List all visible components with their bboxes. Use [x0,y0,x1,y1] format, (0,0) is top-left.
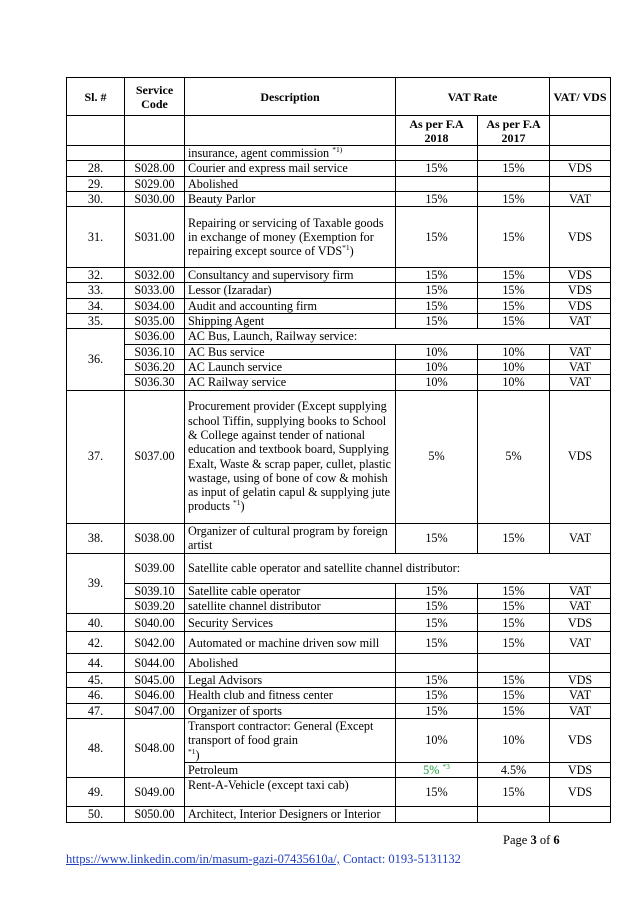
vat-vds-cell: VAT [550,688,611,703]
sl-cell: 49. [67,778,125,807]
description-cell: AC Bus service [185,344,396,359]
description-cell: Security Services [185,614,396,632]
description-cell: Procurement provider (Except supplying school Tiffin, supplying books to School & College against tender of national education and textbook board, Supplying Exalt, Waste & scrap paper, cullet, plastic wastage, using of bone of cow & mohish as input of gelatin capul & supplying jute products $^{*1}$) [185,390,396,523]
vat-vds-cell: VDS [550,763,611,778]
rate-2018-cell: 15% [396,688,478,703]
table-row [67,314,611,329]
vat-vds-cell: VDS [550,614,611,632]
table-row [67,688,611,703]
rate-2017-cell [478,146,550,161]
rate-2017-cell: 15% [478,778,550,807]
rate-2017-cell: 10% [478,719,550,763]
rate-2018-cell: 15% [396,191,478,206]
code-cell: S038.00 [125,523,185,553]
rate-2018-cell: 10% [396,359,478,374]
rate-2018-cell [396,654,478,673]
sl-cell [67,146,125,161]
code-cell: S048.00 [125,719,185,778]
table-header-row [67,78,611,116]
code-cell: S036.20 [125,359,185,374]
rate-2017-cell: 15% [478,314,550,329]
code-cell: S033.00 [125,283,185,298]
description-cell: Satellite cable operator [185,583,396,598]
description-cell: Lessor (Izaradar) [185,283,396,298]
rate-2018-cell [396,807,478,822]
vat-rate-header: VAT Rate [396,78,550,116]
rate-2018-cell: 15% [396,207,478,268]
vat-vds-cell: VAT [550,523,611,553]
table-row [67,632,611,654]
vat-vds-cell: VDS [550,719,611,763]
vat-vds-header: VAT/ VDS [550,78,611,116]
rate-2018-cell: 15% [396,632,478,654]
code-cell: S044.00 [125,654,185,673]
sl-cell: 50. [67,807,125,822]
rate-2017-cell: 10% [478,344,550,359]
vat-vds-cell: VDS [550,161,611,176]
table-row [67,283,611,298]
code-cell: S039.20 [125,598,185,613]
sl-cell: 32. [67,268,125,283]
table-row [67,191,611,206]
rate-2017-cell [478,807,550,822]
table-row [67,375,611,390]
vat-vds-cell [550,807,611,822]
table-row [67,719,611,763]
vat-vds-cell [550,654,611,673]
page-number: Page 3 of 6 [503,833,560,847]
footer-contact [66,852,586,867]
rate-2017-cell: 4.5% [478,763,550,778]
rate-2018-cell [396,146,478,161]
sl-cell: 29. [67,176,125,191]
sl-cell: 46. [67,688,125,703]
rate-2018-cell: 10% [396,375,478,390]
code-cell: S037.00 [125,390,185,523]
vat-vds-cell: VDS [550,390,611,523]
sl-cell: 39. [67,553,125,614]
vat-vds-cell: VAT [550,598,611,613]
sl-cell: 36. [67,329,125,390]
table-row [67,268,611,283]
vat-vds-cell: VAT [550,583,611,598]
table-row [67,583,611,598]
empty-header-cell [185,116,396,146]
rate-2018-cell: 15% [396,673,478,688]
rate-2018-cell: 15% [396,268,478,283]
table-row [67,329,611,344]
description-cell: satellite channel distributor [185,598,396,613]
vat-vds-cell: VDS [550,298,611,313]
rate-2017-cell: 15% [478,268,550,283]
description-cell: AC Bus, Launch, Railway service: [185,329,611,344]
code-cell: S049.00 [125,778,185,807]
description-cell: Legal Advisors [185,673,396,688]
description-cell: Audit and accounting firm [185,298,396,313]
vat-vds-cell: VDS [550,673,611,688]
table-row [67,359,611,374]
description-cell: Courier and express mail service [185,161,396,176]
sl-cell: 33. [67,283,125,298]
rate-2017-cell: 15% [478,191,550,206]
rate-2018-cell: 5% [396,390,478,523]
rate-2018-cell: 10% [396,344,478,359]
description-cell: Architect, Interior Designers or Interior [185,807,396,822]
code-cell: S031.00 [125,207,185,268]
sl-cell: 35. [67,314,125,329]
vat-vds-cell [550,176,611,191]
table-row [67,553,611,583]
rate-2018-cell: 15% [396,298,478,313]
table-row [67,146,611,161]
empty-header-cell [125,116,185,146]
rate-2017-cell: 15% [478,298,550,313]
rate-2018-cell: 15% [396,314,478,329]
rate-2018-cell: 15% [396,161,478,176]
rate-2018-cell: 5% $^{*3}$ [396,763,478,778]
table-row [67,344,611,359]
rate-2017-cell: 10% [478,359,550,374]
table-row [67,298,611,313]
vat-vds-cell: VAT [550,344,611,359]
code-cell: S029.00 [125,176,185,191]
vat-vds-cell: VDS [550,207,611,268]
rate-2017-cell: 15% [478,583,550,598]
rate-2017-cell: 15% [478,673,550,688]
vat-vds-cell: VAT [550,375,611,390]
code-cell: S042.00 [125,632,185,654]
service-code-header: Service Code [125,78,185,116]
table-row [67,778,611,807]
table-row [67,614,611,632]
code-cell: S030.00 [125,191,185,206]
rate-2017-cell: 15% [478,523,550,553]
code-cell: S039.00 [125,553,185,583]
description-header: Description [185,78,396,116]
contact-number: Contact: 0193-5131132 [339,852,461,866]
rate-2017-cell: 15% [478,283,550,298]
rate-2017-cell [478,654,550,673]
code-cell [125,146,185,161]
rate-2017-cell: 15% [478,207,550,268]
description-cell: insurance, agent commission $^{*1)}$ [185,146,396,161]
description-cell: Satellite cable operator and satellite channel distributor: [185,553,611,583]
fa-2018-header: As per F.A 2018 [396,116,478,146]
code-cell: S039.10 [125,583,185,598]
vat-vds-cell: VAT [550,191,611,206]
sl-cell: 44. [67,654,125,673]
rate-2017-cell: 15% [478,614,550,632]
description-cell: Beauty Parlor [185,191,396,206]
sl-cell: 47. [67,703,125,718]
empty-header-cell [67,116,125,146]
description-cell: Abolished [185,654,396,673]
table-row [67,161,611,176]
code-cell: S036.00 [125,329,185,344]
code-cell: S035.00 [125,314,185,329]
table-row [67,673,611,688]
description-cell: Organizer of cultural program by foreign artist [185,523,396,553]
rate-2017-cell: 15% [478,688,550,703]
code-cell: S028.00 [125,161,185,176]
description-cell: AC Railway service [185,375,396,390]
description-cell: Rent-A-Vehicle (except taxi cab) [185,778,396,807]
empty-header-cell [550,116,611,146]
rate-2017-cell [478,176,550,191]
description-cell: AC Launch service [185,359,396,374]
linkedin-link[interactable]: https://www.linkedin.com/in/masum-gazi-07435610a/, [66,852,340,866]
code-cell: S036.30 [125,375,185,390]
rate-2018-cell: 10% [396,719,478,763]
table-row [67,703,611,718]
description-cell: Health club and fitness center [185,688,396,703]
table-subheader-row [67,116,611,146]
rate-2017-cell: 15% [478,598,550,613]
vat-vds-cell: VDS [550,268,611,283]
vat-vds-cell: VAT [550,703,611,718]
rate-2018-cell [396,176,478,191]
code-cell: S045.00 [125,673,185,688]
sl-header: Sl. # [67,78,125,116]
table-row [67,598,611,613]
rate-2017-cell: 5% [478,390,550,523]
table-row [67,807,611,822]
code-cell: S032.00 [125,268,185,283]
rate-2018-cell: 15% [396,283,478,298]
description-cell: Automated or machine driven sow mill [185,632,396,654]
code-cell: S050.00 [125,807,185,822]
sl-cell: 38. [67,523,125,553]
rate-2017-cell: 15% [478,632,550,654]
table-row [67,390,611,523]
sl-cell: 45. [67,673,125,688]
description-cell: Petroleum [185,763,396,778]
rate-2017-cell: 15% [478,703,550,718]
sl-cell: 34. [67,298,125,313]
vat-vds-cell: VAT [550,314,611,329]
rate-2017-cell: 10% [478,375,550,390]
description-cell: Shipping Agent [185,314,396,329]
vat-rate-table [66,77,611,823]
description-cell: Repairing or servicing of Taxable goods in exchange of money (Exemption for repairing except source of VDS$^{*1}$) [185,207,396,268]
rate-2018-cell: 15% [396,583,478,598]
sl-cell: 37. [67,390,125,523]
rate-2018-cell: 15% [396,598,478,613]
table-row [67,523,611,553]
table-row [67,207,611,268]
description-cell: Consultancy and supervisory firm [185,268,396,283]
sl-cell: 48. [67,719,125,778]
rate-2018-cell: 15% [396,703,478,718]
rate-2018-cell: 15% [396,614,478,632]
table-row [67,176,611,191]
rate-2017-cell: 15% [478,161,550,176]
code-cell: S034.00 [125,298,185,313]
description-cell: Transport contractor: General (Except transport of food grain $^{*1}$) [185,719,396,763]
vat-vds-cell [550,146,611,161]
fa-2017-header: As per F.A 2017 [478,116,550,146]
table-row [67,654,611,673]
sl-cell: 40. [67,614,125,632]
code-cell: S046.00 [125,688,185,703]
rate-2018-cell: 15% [396,523,478,553]
vat-vds-cell: VAT [550,632,611,654]
sl-cell: 28. [67,161,125,176]
vat-vds-cell: VDS [550,283,611,298]
vat-vds-cell: VAT [550,359,611,374]
code-cell: S036.10 [125,344,185,359]
description-cell: Abolished [185,176,396,191]
sl-cell: 31. [67,207,125,268]
code-cell: S040.00 [125,614,185,632]
rate-2018-cell: 15% [396,778,478,807]
vat-vds-cell: VDS [550,778,611,807]
description-cell: Organizer of sports [185,703,396,718]
sl-cell: 42. [67,632,125,654]
code-cell: S047.00 [125,703,185,718]
sl-cell: 30. [67,191,125,206]
